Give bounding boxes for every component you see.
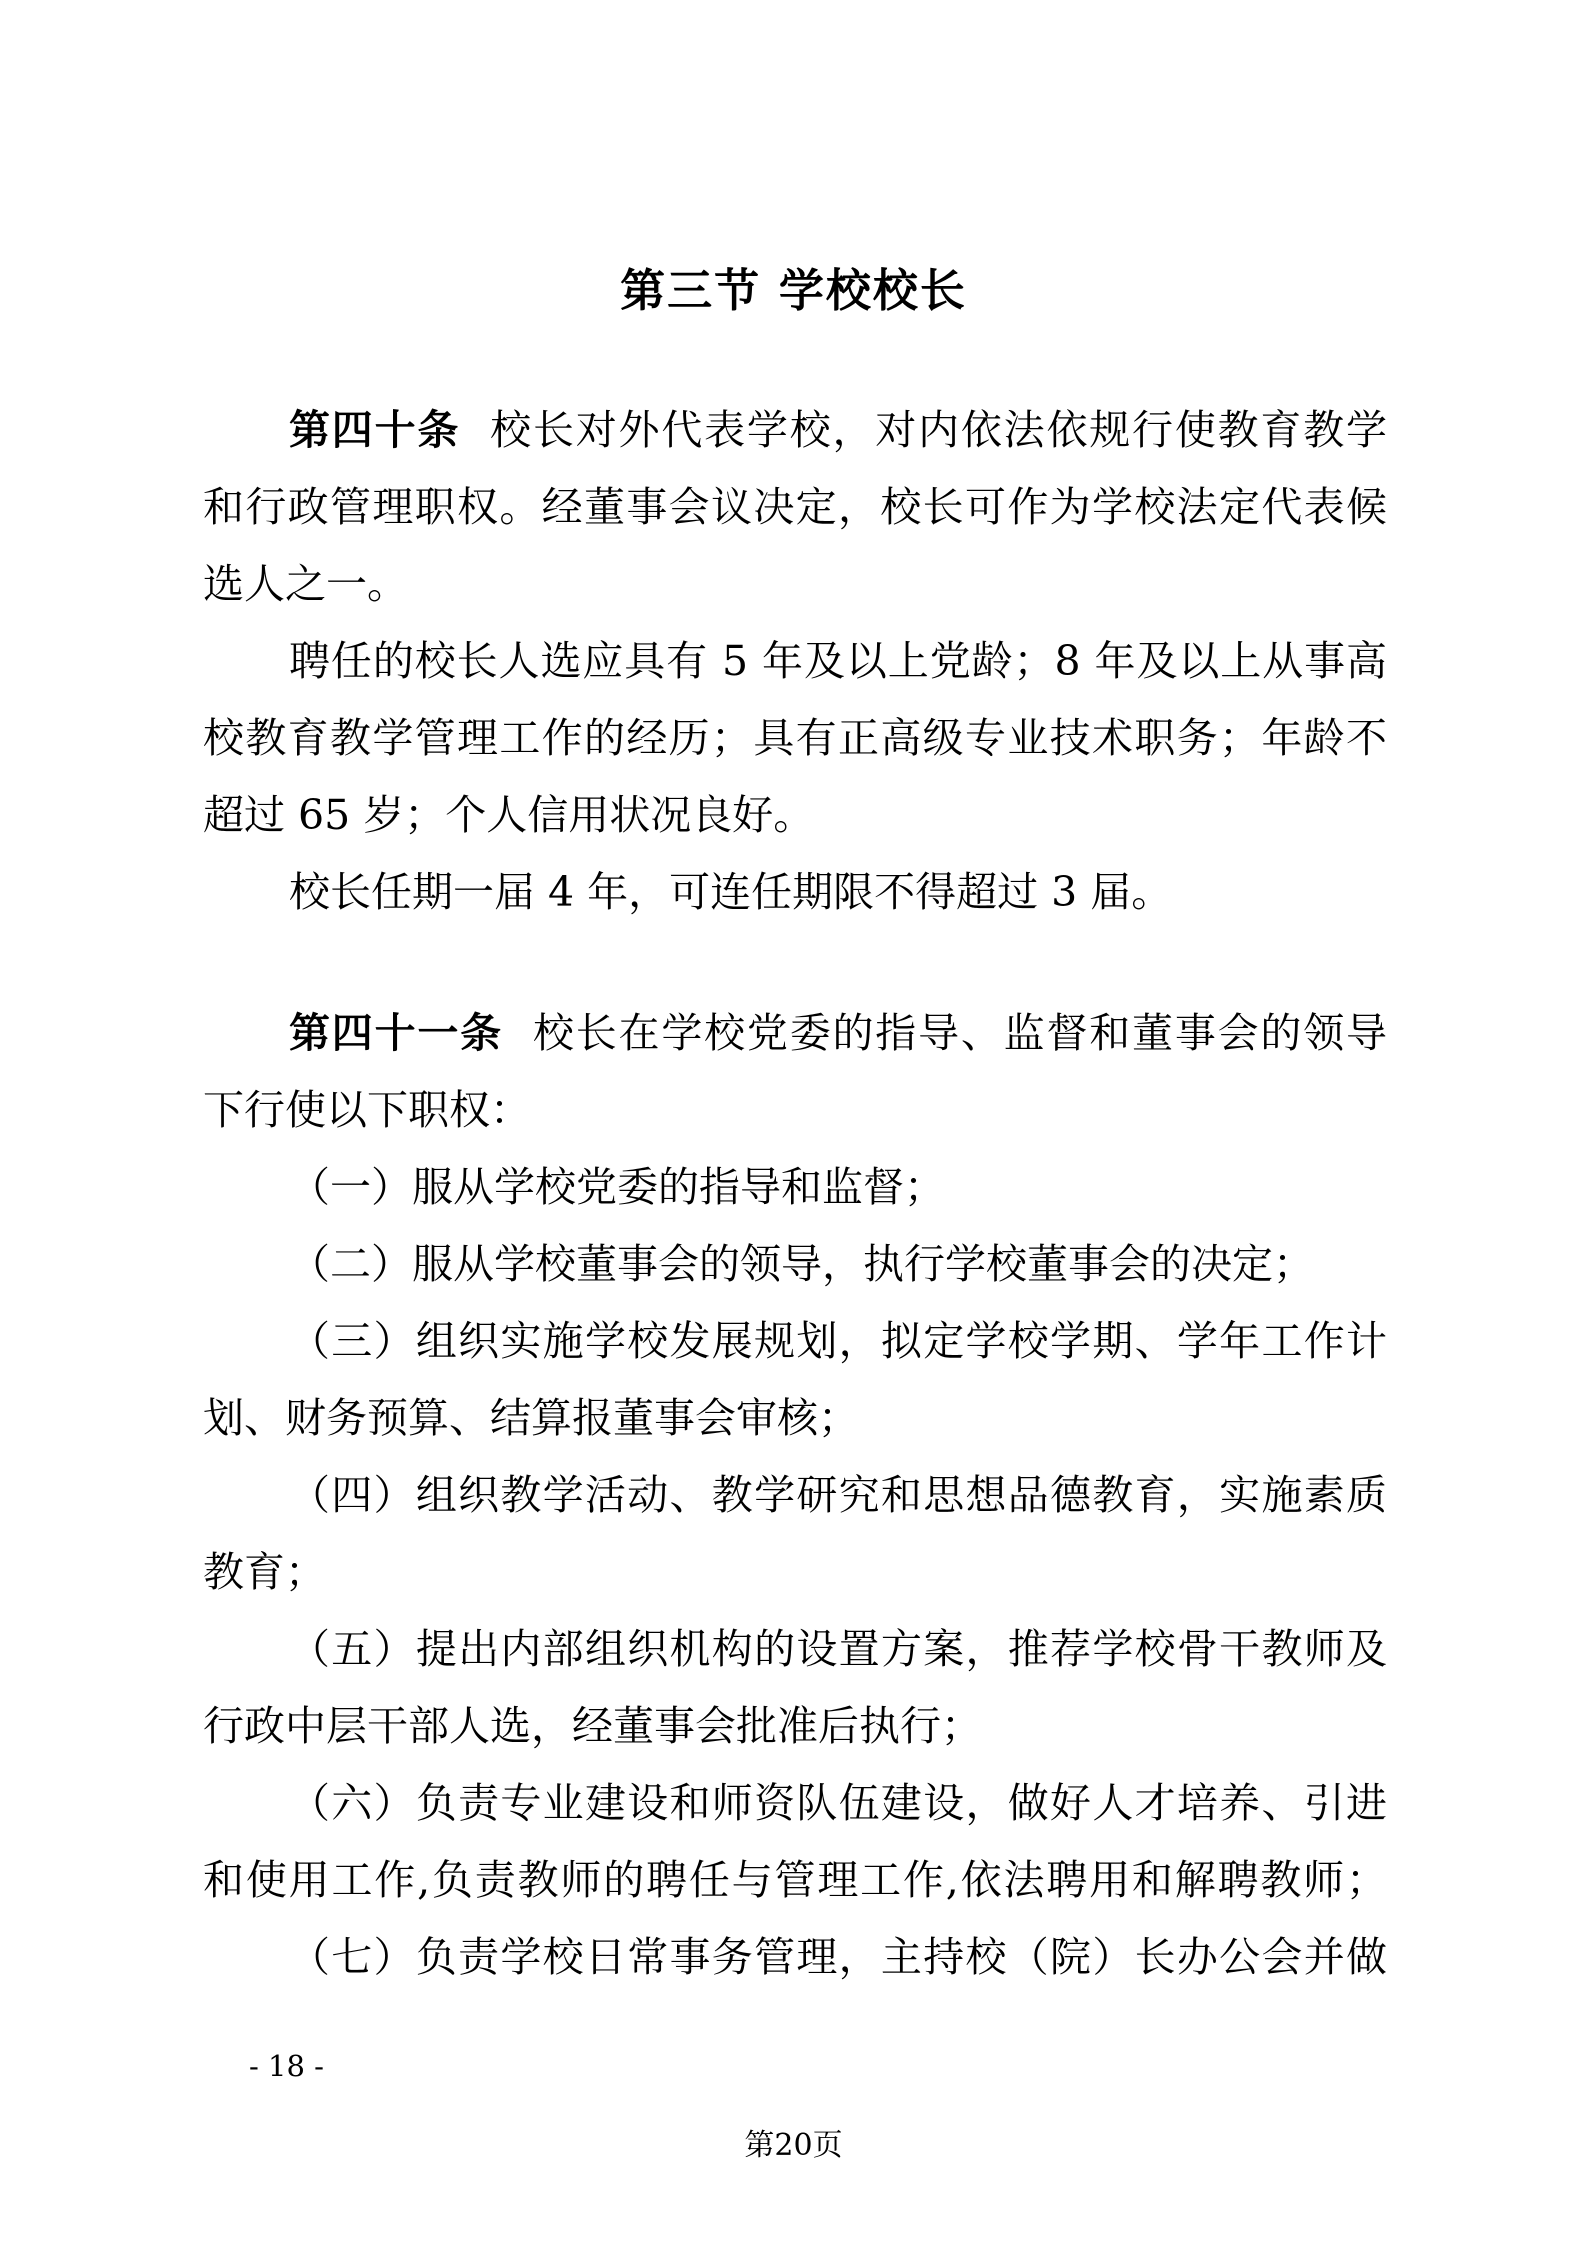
text-line [203, 1611, 1387, 1688]
line-text: 划、财务预算、结算报董事会审核； [203, 1394, 859, 1442]
line-text: （三）组织实施学校发展规划，拟定学校学期、学年工作计 [289, 1317, 1387, 1365]
paragraph-article-41-item-5 [203, 1611, 1387, 1765]
text-line [203, 777, 1387, 854]
line-text: （五）提出内部组织机构的设置方案，推荐学校骨干教师及 [289, 1625, 1387, 1673]
line-text: 校长在学校党委的指导、监督和董事会的领导 [532, 1009, 1388, 1057]
line-text: （二）服从学校董事会的领导，执行学校董事会的决定； [289, 1240, 1314, 1288]
line-text: 教育； [203, 1548, 326, 1596]
text-line [203, 469, 1387, 546]
document-body [203, 392, 1387, 1996]
text-line [203, 546, 1387, 623]
text-line [203, 1534, 1387, 1611]
line-text: （四）组织教学活动、教学研究和思想品德教育，实施素质 [289, 1471, 1387, 1519]
text-line [203, 1842, 1387, 1919]
text-line [203, 1303, 1387, 1380]
line-text: 和使用工作,负责教师的聘任与管理工作,依法聘用和解聘教师； [203, 1856, 1387, 1904]
line-text: （一）服从学校党委的指导和监督； [289, 1163, 945, 1211]
paragraph-article-41-item-7 [203, 1919, 1387, 1996]
text-line [203, 623, 1387, 700]
paragraph-article-41-item-6 [203, 1765, 1387, 1919]
line-text: 和行政管理职权。经董事会议决定，校长可作为学校法定代表候 [203, 483, 1387, 531]
page-number-label: 第20页 [744, 2128, 843, 2163]
paragraph-article-40 [203, 392, 1387, 623]
article-number: 第四十一条 [289, 1009, 503, 1057]
text-line [203, 1149, 1387, 1226]
paragraph-article-40-qualifications [203, 623, 1387, 854]
article-number: 第四十条 [289, 406, 461, 454]
text-line [203, 1457, 1387, 1534]
line-text: 下行使以下职权： [203, 1086, 531, 1134]
paragraph-article-41-item-3 [203, 1303, 1387, 1457]
line-text: （七）负责学校日常事务管理，主持校（院）长办公会并做 [289, 1933, 1387, 1981]
text-line [203, 854, 1387, 931]
paragraph-article-41-item-4 [203, 1457, 1387, 1611]
line-text: （六）负责专业建设和师资队伍建设，做好人才培养、引进 [289, 1779, 1387, 1827]
line-text: 行政中层干部人选，经董事会批准后执行； [203, 1702, 982, 1750]
text-line [203, 1688, 1387, 1765]
text-line [203, 700, 1387, 777]
text-line [203, 392, 1387, 469]
paragraph-article-41-item-2 [203, 1226, 1387, 1303]
text-line [203, 1072, 1387, 1149]
paragraph-article-40-term [203, 854, 1387, 931]
line-text: 选人之一。 [203, 560, 408, 608]
text-line [203, 1765, 1387, 1842]
paragraph-article-41-item-1 [203, 1149, 1387, 1226]
line-text: 超过 65 岁；个人信用状况良好。 [203, 791, 815, 839]
page-number-dash: - 18 - [249, 2049, 324, 2083]
paragraph-article-41 [203, 995, 1387, 1149]
text-line [203, 995, 1387, 1072]
section-title: 第三节 学校校长 [620, 264, 967, 317]
text-line [203, 1919, 1387, 1996]
line-text: 聘任的校长人选应具有 5 年及以上党龄；8 年及以上从事高 [289, 637, 1387, 685]
line-text: 校教育教学管理工作的经历；具有正高级专业技术职务；年龄不 [203, 714, 1387, 762]
text-line [203, 1226, 1387, 1303]
line-text: 校长任期一届 4 年，可连任期限不得超过 3 届。 [289, 868, 1173, 916]
text-line [203, 1380, 1387, 1457]
line-text: 校长对外代表学校，对内依法依规行使教育教学 [490, 406, 1388, 454]
